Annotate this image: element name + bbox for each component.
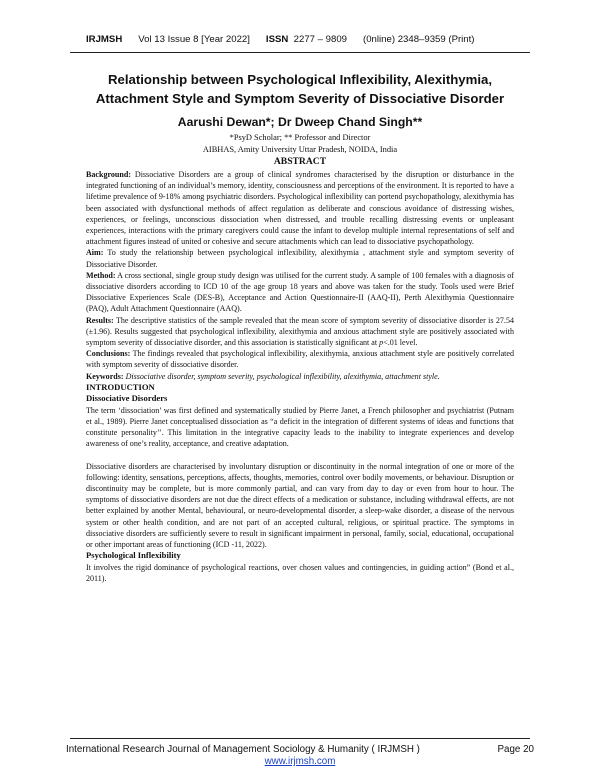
keywords-text: Dissociative disorder, symptom severity, psychological inflexibility, alexithymia, attachment style. bbox=[123, 371, 440, 381]
abstract-keywords bbox=[86, 371, 514, 382]
abstract-conclusions bbox=[86, 348, 514, 370]
background-text: Dissociative Disorders are a group of clinical syndromes characterised by the disruption or disturbance in the integrated functioning of an individual’s memory, identity, consciousness and perceptions of the environment. It is reported to have a lifetime prevalence of 9-18% among psychiatric disorders. Psychological inflexibility can portend psychopathology, alexithymia has been associated with dysfunctional methods of affect regulation as deliberate and conscious avoidance of distressing wishes, experiences, or feelings, unconscious dissociation when distressed, and trouble recalling distressing events or unpleasant experiences, interactions with the primary caregivers could cause the infant to develop multiple internal representations of self and attachment figures instead of united or cohesive and secure attachments which can lead to dissociative psychopathology. bbox=[86, 170, 514, 247]
title-line-2: Attachment Style and Symptom Severity of Dissociative Disorder bbox=[95, 91, 505, 106]
header-rule bbox=[70, 52, 530, 53]
introduction-heading: INTRODUCTION bbox=[86, 381, 155, 392]
affiliation-institution: AIBHAS, Amity University Uttar Pradesh, NOIDA, India bbox=[202, 144, 398, 154]
results-significance: <.01 level. bbox=[383, 338, 418, 348]
conclusions-label: Conclusions: bbox=[86, 349, 131, 359]
issn-number: 2277 – 9809 bbox=[293, 34, 348, 45]
method-label: Method: bbox=[86, 270, 116, 280]
aim-label: Aim: bbox=[86, 248, 104, 258]
abstract-aim bbox=[86, 247, 514, 269]
psychological-inflexibility-heading: Psychological Inflexibility bbox=[86, 550, 181, 561]
journal-website-link[interactable]: www.irjmsh.com bbox=[264, 756, 336, 767]
results-text: The descriptive statistics of the sample revealed that the mean score of symptom severity of dissociative disorder is 27.54 (±1.96). Results suggested that psychological inflexibility, alexithymia and anxious attachment style are positively associated with symptom severity of dissociative disorder, and this association is statistically significant at bbox=[86, 315, 514, 348]
results-p-symbol: p bbox=[379, 338, 384, 348]
results-label: Results: bbox=[86, 315, 114, 325]
aim-text: To study the relationship between psychological inflexibility, alexithymia , attachment style and symptom severity of Dissociative Disorder. bbox=[86, 248, 514, 269]
background-label: Background: bbox=[86, 170, 132, 179]
method-text: A cross sectional, single group study design was utilised for the current study. A sample of 100 females with a diagnosis of dissociative disorders according to ICD 10 of the age group 18 years and above was taken for the study. Tools used were Brief Dissociative Experiences Scale (DES-B), Acceptance and Action Questionnaire-II (AAQ-II), Perth Alexithymia Questionnaire (PAQ), Adult Attachment Questionnaire (AAQ). bbox=[86, 270, 514, 314]
paper-title bbox=[86, 70, 514, 108]
abstract-heading: ABSTRACT bbox=[273, 156, 327, 167]
page-footer bbox=[66, 744, 534, 767]
dissociative-disorders-heading: Dissociative Disorders bbox=[86, 393, 168, 404]
title-line-1: Relationship between Psychological Inflexibility, Alexithymia, bbox=[108, 72, 492, 87]
abstract-results bbox=[86, 315, 514, 349]
intro-paragraph-1: The term ‘dissociation’ was first defined and systematically studied by Pierre Janet, a French philosopher and psychiatrist (Putnam et al., 1989). Pierre Janet conceptualised dissociation as “a deficit in the integration of different systems of ideas and functions that constitute personality’’. This limitation in the integrative capacity leads to the inability to integrate experiences and develop awareness of one’s reality, acceptance, and creative adaptation. bbox=[86, 405, 514, 449]
authors: Aarushi Dewan*; Dr Dweep Chand Singh** bbox=[177, 115, 423, 129]
affiliation-roles: *PsyD Scholar; ** Professor and Director bbox=[229, 133, 371, 142]
footer-journal-name: International Research Journal of Management Sociology & Humanity ( IRJMSH ) bbox=[66, 744, 420, 755]
article-body bbox=[86, 70, 514, 584]
conclusions-text: The findings revealed that psychological inflexibility, alexithymia, anxious attachment style are positively correlated with symptom severity of dissociative disorder. bbox=[86, 349, 514, 370]
intro-paragraph-2: Dissociative disorders are characterised by involuntary disruption or discontinuity in the normal integration of one or more of the following: identity, sensations, perceptions, affects, thoughts, memories, control over bodily movements, or behaviour. Disruption or discontinuity may be complete, but is more commonly partial, and can vary from day to day or even from hour to hour. The symptoms of dissociative disorders are not due the direct effects of a medication or substance, including withdrawal effects, are not better explained by another Mental, behavioural, or neuro-developmental disorder, a sleep-wake disorder, a disease of the nervous system or other health condition, and are not part of an accepted cultural, religious, or spiritual practice. The symptoms in dissociative disorders are sufficiently severe to result in significant impairment in personal, family, social, educational, occupational or other important areas of functioning (ICD -11, 2022). bbox=[86, 461, 514, 550]
abstract-background bbox=[86, 169, 514, 247]
footer-rule bbox=[70, 738, 530, 739]
psych-paragraph-1: It involves the rigid dominance of psychological reactions, over chosen values and contingencies, in guiding action” (Bond et al., 2011). bbox=[86, 562, 514, 583]
journal-abbrev: IRJMSH bbox=[86, 34, 123, 45]
abstract-method bbox=[86, 270, 514, 315]
journal-header bbox=[86, 34, 514, 45]
issn-online-print: (0nline) 2348–9359 (Print) bbox=[363, 34, 475, 45]
keywords-label: Keywords: bbox=[86, 371, 124, 381]
issn-label: ISSN bbox=[265, 34, 289, 45]
volume-info: Vol 13 Issue 8 [Year 2022] bbox=[138, 34, 250, 45]
page-number: Page 20 bbox=[497, 744, 534, 755]
